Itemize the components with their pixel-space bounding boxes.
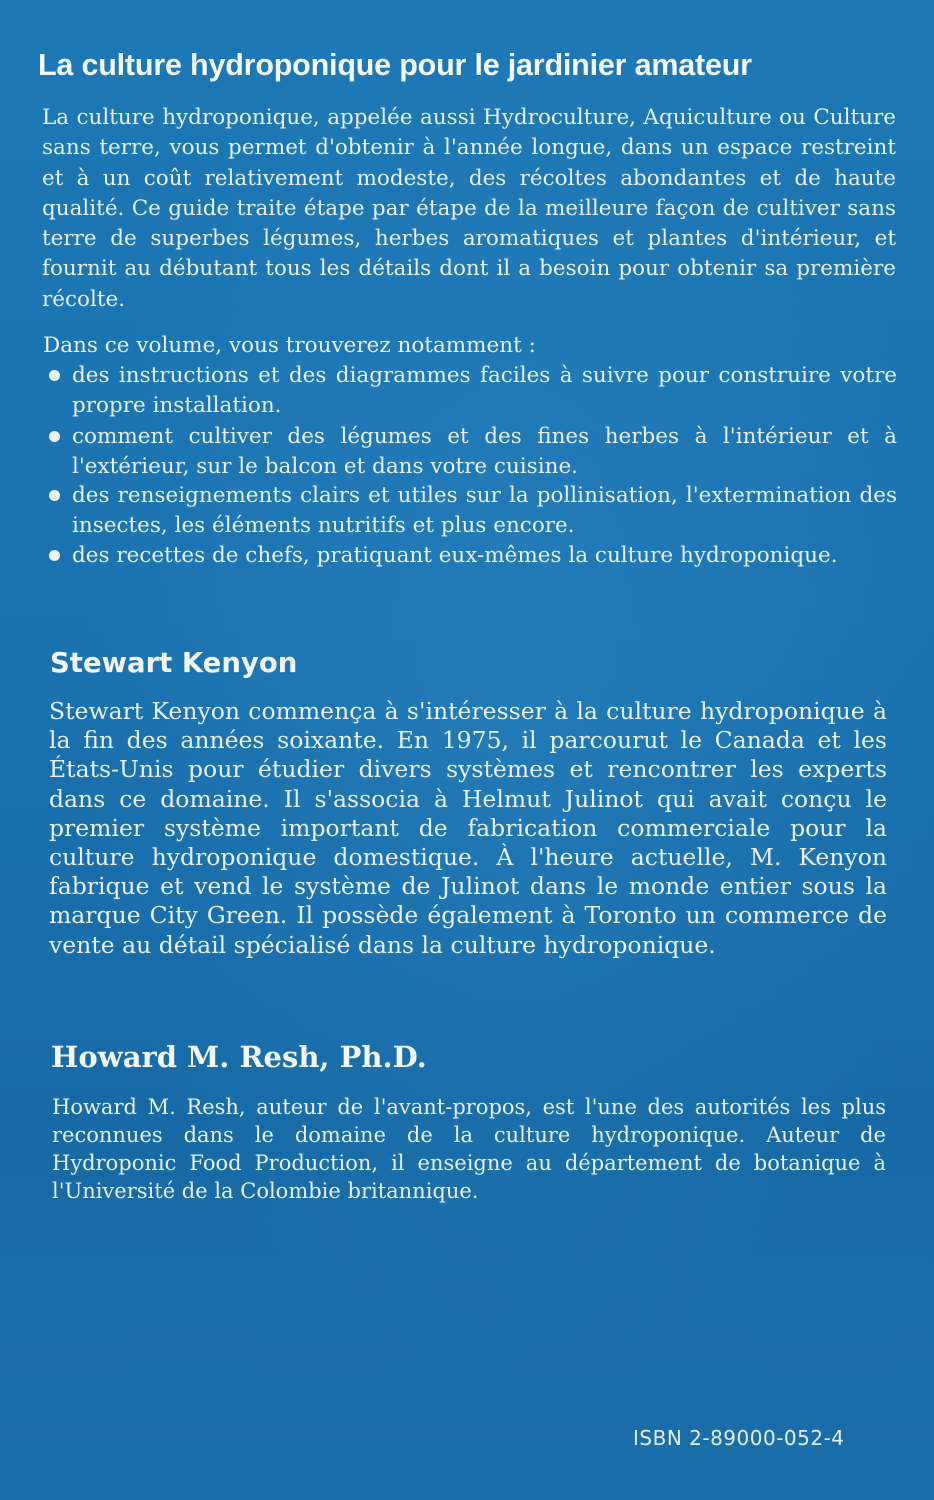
intro-paragraph: La culture hydroponique, appelée aussi Hydroculture, Aquiculture ou Culture sans terre, vous permet d'obtenir à l'année longue, dans un espace restreint et à un coût relativement modeste, des récoltes abondantes et de haute qualité. Ce guide traite étape par étape de la meilleure façon de cultiver sans terre de superbes légumes, herbes aromatiques et plantes d'intérieur, et fournit au débutant tous les détails dont il a besoin pour obtenir sa première récolte. — [42, 105, 896, 312]
foreword-author-bio: Howard M. Resh, auteur de l'avant-propos, est l'une des autorités les plus reconnues dans le domaine de la culture hydroponique. Auteur de Hydroponic Food Production, il enseigne au département de botanique à l'Université de la Colombie britannique. — [52, 1095, 886, 1203]
feature-item — [47, 361, 897, 420]
author-name: Stewart Kenyon — [50, 647, 298, 679]
feature-text: comment cultiver des légumes et des fines herbes à l'intérieur et à l'extérieur, sur le balcon et dans votre cuisine. — [72, 424, 897, 479]
feature-item — [47, 422, 897, 481]
cover-title: La culture hydroponique pour le jardinier amateur — [38, 48, 752, 82]
feature-text: des renseignements clairs et utiles sur la pollinisation, l'extermination des insectes, les éléments nutritifs et plus encore. — [72, 483, 897, 538]
features-lead: Dans ce volume, vous trouverez notamment : — [43, 333, 536, 358]
feature-item — [47, 541, 897, 571]
feature-text: des instructions et des diagrammes faciles à suivre pour construire votre propre installation. — [72, 363, 897, 418]
bullet-icon — [49, 431, 60, 442]
features-list — [47, 361, 897, 570]
feature-text: des recettes de chefs, pratiquant eux-mêmes la culture hydroponique. — [72, 542, 838, 568]
bullet-icon — [49, 370, 60, 381]
bullet-icon — [49, 490, 60, 501]
author-bio: Stewart Kenyon commença à s'intéresser à la culture hydroponique à la fin des années soixante. En 1975, il parcourut le Canada et les États-Unis pour étudier divers systèmes et rencontrer les experts dans ce domaine. Il s'associa à Helmut Julinot qui avait conçu le premier système important de fabrication commerciale pour la culture hydroponique domestique. À l'heure actuelle, M. Kenyon fabrique et vend le système de Julinot dans le monde entier sous la marque City Green. Il possède également à Toronto un commerce de vente au détail spécialisé dans la culture hydroponique. — [49, 697, 887, 959]
foreword-author-name: Howard M. Resh, Ph.D. — [51, 1040, 427, 1074]
isbn-number: ISBN 2-89000-052-4 — [633, 1426, 845, 1450]
feature-item — [47, 481, 897, 540]
bullet-icon — [49, 550, 60, 561]
